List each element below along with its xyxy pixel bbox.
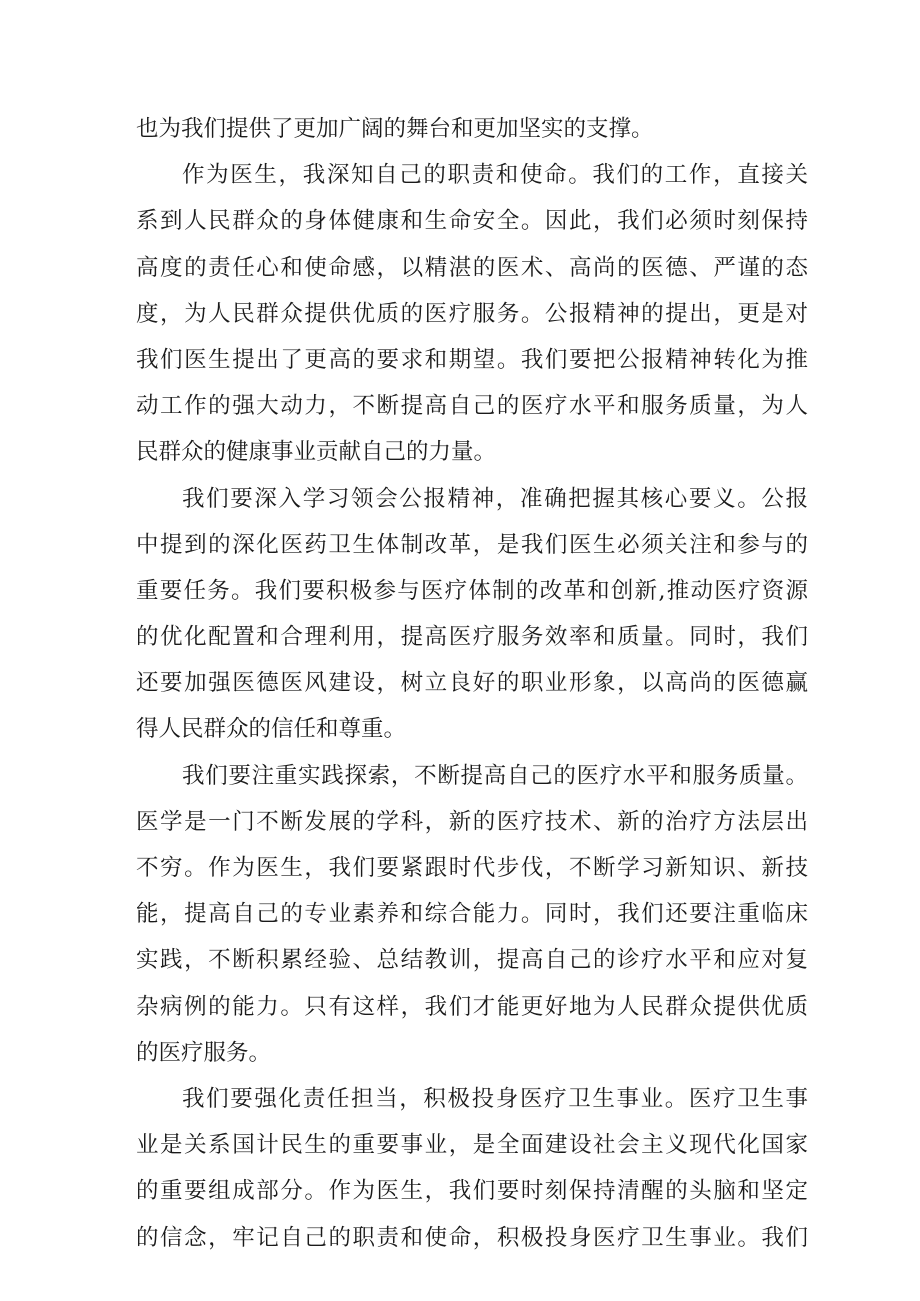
paragraph	[136, 1076, 808, 1261]
text-line: 作为医生，我深知自己的职责和使命。我们的工作，直接关	[182, 162, 808, 189]
paragraph	[136, 106, 808, 152]
text-line: 高度的责任心和使命感，以精湛的医术、高尚的医德、严谨的态	[136, 254, 808, 281]
text-line: 度，为人民群众提供优质的医疗服务。公报精神的提出，更是对	[136, 300, 808, 327]
text-line: 还要加强医德医风建设，树立良好的职业形象，以高尚的医德赢	[136, 670, 808, 697]
text-line: 的医疗服务。	[136, 1039, 272, 1066]
paragraph	[136, 753, 808, 1076]
text-line: 重要任务。我们要积极参与医疗体制的改革和创新,推动医疗资源	[136, 577, 808, 604]
text-line: 我们要强化责任担当，积极投身医疗卫生事业。医疗卫生事	[182, 1085, 808, 1112]
text-line: 医学是一门不断发展的学科，新的医疗技术、新的治疗方法层出	[136, 808, 808, 835]
text-line: 动工作的强大动力，不断提高自己的医疗水平和服务质量，为人	[136, 393, 808, 420]
paragraph	[136, 152, 808, 475]
text-line: 我们要注重实践探索，不断提高自己的医疗水平和服务质量。	[182, 762, 808, 789]
text-line: 能，提高自己的专业素养和综合能力。同时，我们还要注重临床	[136, 901, 808, 928]
text-line: 民群众的健康事业贡献自己的力量。	[136, 439, 497, 466]
text-line: 也为我们提供了更加广阔的舞台和更加坚实的支撑。	[136, 116, 654, 142]
text-line: 实践，不断积累经验、总结教训，提高自己的诊疗水平和应对复	[136, 947, 808, 974]
text-line: 得人民群众的信任和尊重。	[136, 716, 407, 743]
paragraph	[136, 476, 808, 753]
document-body	[136, 106, 808, 1261]
text-line: 杂病例的能力。只有这样，我们才能更好地为人民群众提供优质	[136, 993, 808, 1020]
text-line: 我们医生提出了更高的要求和期望。我们要把公报精神转化为推	[136, 346, 808, 373]
text-line: 系到人民群众的身体健康和生命安全。因此，我们必须时刻保持	[136, 208, 808, 235]
text-line: 中提到的深化医药卫生体制改革，是我们医生必须关注和参与的	[136, 531, 808, 558]
text-line: 不穷。作为医生，我们要紧跟时代步伐，不断学习新知识、新技	[136, 855, 808, 881]
text-line: 我们要深入学习领会公报精神，准确把握其核心要义。公报	[182, 485, 808, 512]
text-line: 的信念，牢记自己的职责和使命，积极投身医疗卫生事业。我们	[136, 1224, 808, 1251]
text-line: 业是关系国计民生的重要事业，是全面建设社会主义现代化国家	[136, 1132, 808, 1159]
text-line: 的重要组成部分。作为医生，我们要时刻保持清醒的头脑和坚定	[136, 1178, 808, 1205]
text-line: 的优化配置和合理利用，提高医疗服务效率和质量。同时，我们	[136, 624, 808, 651]
